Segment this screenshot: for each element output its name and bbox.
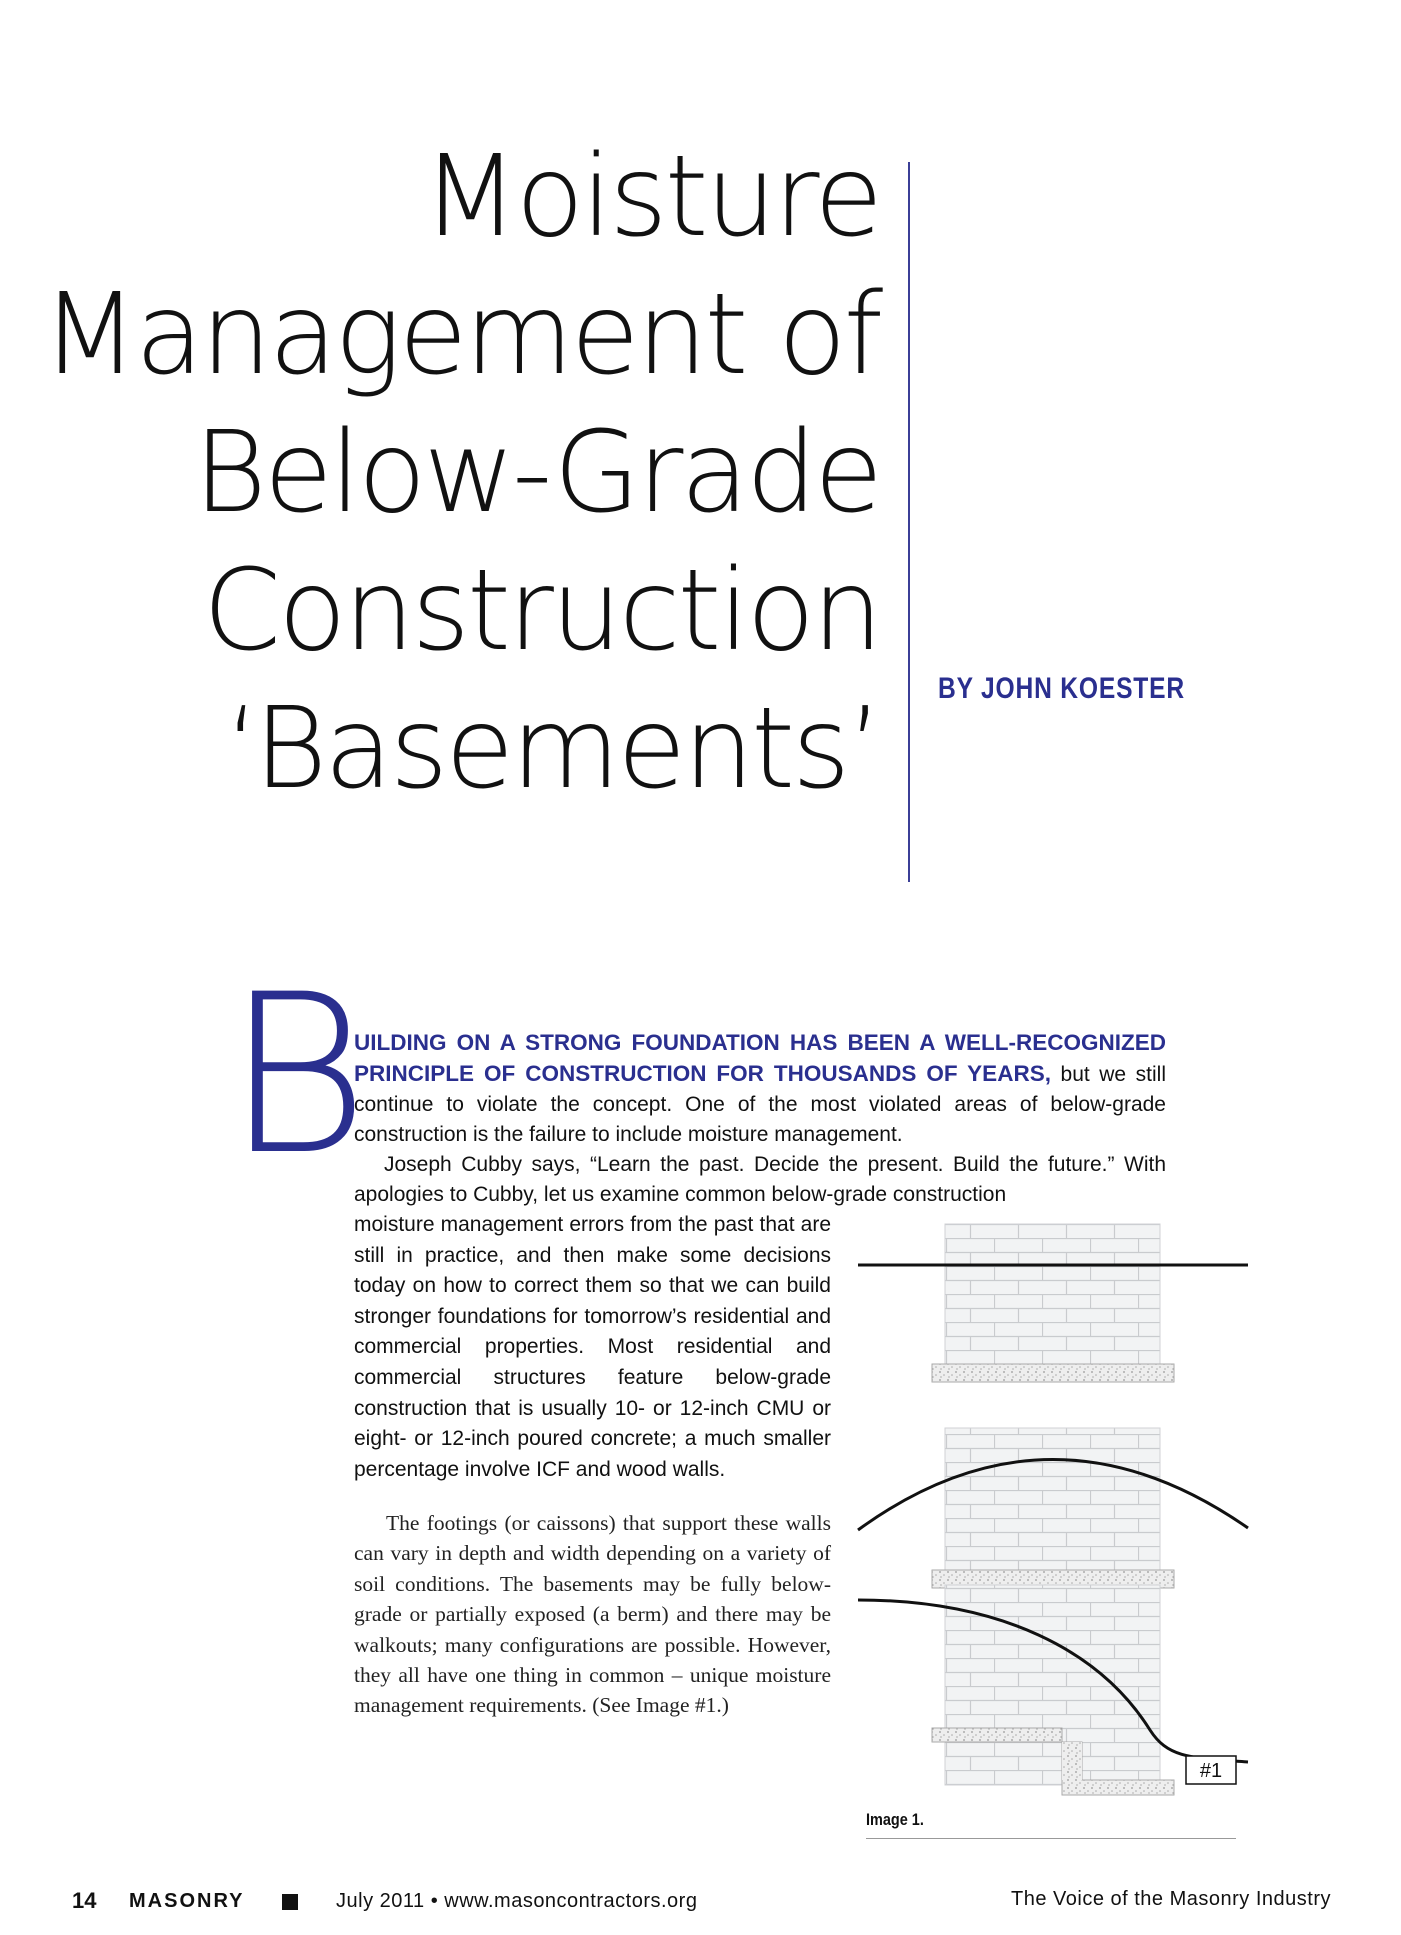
paragraph-2-column: moisture management errors from the past that are still in practice, and then make some decisions today on how to correct them so that we can build stronger foundations for tomorrow’s residential and commercial properties. Most residential and commercial structures feature below-grade construction that is usually 10- or 12-inch CMU or eight- or 12-inch poured concrete; a much smaller percentage involve ICF and wood walls. [354,1213,831,1481]
wall-diagram-1 [858,1224,1248,1382]
drop-cap: B [225,947,370,1203]
lead-caps: UILDING ON A STRONG FOUNDATION HAS BEEN A WELL-RECOGNIZED PRINCIPLE OF CONSTRUCTION FOR THOUSANDS OF YEARS, [354,1030,1166,1086]
square-bullet-icon [282,1894,298,1910]
page-footer [0,1888,1401,1918]
paragraph-3 [354,1508,831,1721]
title-line: ‘Basements’ [224,684,880,814]
title-line: Moisture [421,132,880,262]
magazine-name: MASONRY [129,1890,245,1912]
page-number: 14 [72,1888,97,1913]
caption-rule [866,1838,1236,1839]
article-title [20,128,880,818]
paragraph-3-text: The footings (or caissons) that support these walls can vary in depth and width depending on a variety of soil conditions. The basements may be fully below-grade or partially exposed (a berm) and there may be walkouts; many configurations are possible. However, they all have one thing in common – unique moisture management requirements. (See Image #1.) [354,1511,831,1718]
title-divider [908,162,910,882]
issue-date-website: July 2011 • www.masoncontractors.org [336,1890,698,1912]
basement-wall-diagram [850,1210,1260,1810]
byline: BY JOHN KOESTER [938,672,1185,705]
title-line: Below-Grade [193,408,880,538]
footer-tagline: The Voice of the Masonry Industry [1011,1888,1331,1910]
wall-diagram-2 [858,1428,1248,1588]
title-line: Management of [41,270,880,400]
figure-label: #1 [1199,1760,1223,1782]
paragraph-2-full-width: Joseph Cubby says, “Learn the past. Decide the present. Build the future.” With apologies to Cubby, let us examine common below-grade construction [354,1153,1166,1206]
lead-paragraph [354,1028,1166,1210]
figure-caption: Image 1. [866,1810,924,1829]
lead-text: but we still continue to violate the concept. One of the most violated areas of below-grade construction is the failure to include moisture management. [354,1063,1166,1146]
title-line: Construction [202,546,880,676]
